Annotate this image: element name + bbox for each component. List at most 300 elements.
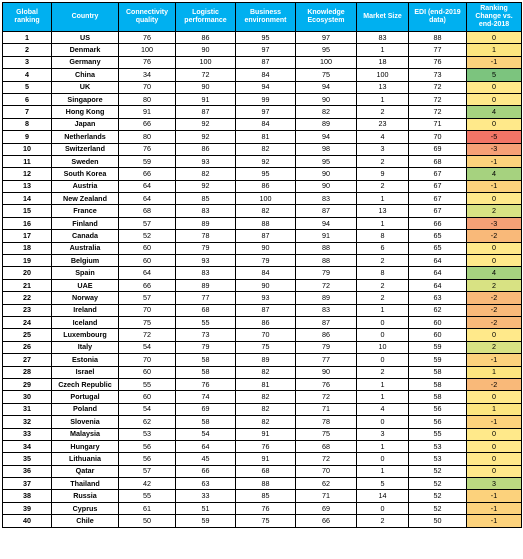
- cell-market-size: 1: [357, 440, 409, 452]
- cell-ranking-change: 0: [467, 193, 522, 205]
- cell-knowledge-ecosystem: 82: [296, 106, 357, 118]
- cell-knowledge-ecosystem: 62: [296, 478, 357, 490]
- cell-business-environment: 75: [236, 515, 296, 527]
- header-knowledge-ecosystem[interactable]: Knowledge Ecosystem: [296, 3, 357, 32]
- cell-logistic-performance: 54: [176, 428, 236, 440]
- cell-country: Japan: [52, 118, 119, 130]
- cell-connectivity-quality: 56: [119, 453, 176, 465]
- cell-edi: 52: [409, 478, 467, 490]
- cell-edi: 76: [409, 56, 467, 68]
- cell-edi: 64: [409, 279, 467, 291]
- cell-knowledge-ecosystem: 79: [296, 341, 357, 353]
- cell-business-environment: 84: [236, 69, 296, 81]
- cell-logistic-performance: 58: [176, 366, 236, 378]
- table-row: [3, 267, 522, 279]
- cell-global-ranking: 17: [3, 230, 52, 242]
- cell-business-environment: 90: [236, 279, 296, 291]
- cell-knowledge-ecosystem: 72: [296, 391, 357, 403]
- table-row: [3, 440, 522, 452]
- cell-market-size: 4: [357, 131, 409, 143]
- cell-connectivity-quality: 57: [119, 217, 176, 229]
- cell-global-ranking: 7: [3, 106, 52, 118]
- table-row: [3, 391, 522, 403]
- cell-country: Poland: [52, 403, 119, 415]
- cell-market-size: 3: [357, 143, 409, 155]
- table-row: [3, 366, 522, 378]
- cell-market-size: 5: [357, 478, 409, 490]
- cell-logistic-performance: 93: [176, 255, 236, 267]
- cell-global-ranking: 3: [3, 56, 52, 68]
- cell-knowledge-ecosystem: 95: [296, 155, 357, 167]
- cell-logistic-performance: 90: [176, 44, 236, 56]
- cell-edi: 58: [409, 366, 467, 378]
- cell-knowledge-ecosystem: 83: [296, 304, 357, 316]
- cell-business-environment: 76: [236, 502, 296, 514]
- cell-country: Switzerland: [52, 143, 119, 155]
- cell-business-environment: 91: [236, 453, 296, 465]
- cell-edi: 52: [409, 502, 467, 514]
- cell-connectivity-quality: 57: [119, 292, 176, 304]
- cell-ranking-change: -2: [467, 230, 522, 242]
- cell-country: New Zealand: [52, 193, 119, 205]
- table-row: [3, 93, 522, 105]
- cell-country: South Korea: [52, 168, 119, 180]
- cell-ranking-change: -5: [467, 131, 522, 143]
- cell-edi: 63: [409, 292, 467, 304]
- cell-edi: 65: [409, 242, 467, 254]
- cell-business-environment: 82: [236, 403, 296, 415]
- cell-global-ranking: 36: [3, 465, 52, 477]
- cell-edi: 64: [409, 255, 467, 267]
- cell-business-environment: 87: [236, 56, 296, 68]
- cell-logistic-performance: 63: [176, 478, 236, 490]
- cell-connectivity-quality: 80: [119, 93, 176, 105]
- cell-logistic-performance: 100: [176, 56, 236, 68]
- cell-logistic-performance: 76: [176, 378, 236, 390]
- cell-ranking-change: 4: [467, 106, 522, 118]
- cell-edi: 73: [409, 69, 467, 81]
- cell-ranking-change: 0: [467, 428, 522, 440]
- cell-market-size: 0: [357, 416, 409, 428]
- cell-knowledge-ecosystem: 98: [296, 143, 357, 155]
- cell-edi: 56: [409, 416, 467, 428]
- cell-market-size: 1: [357, 44, 409, 56]
- cell-business-environment: 90: [236, 242, 296, 254]
- cell-business-environment: 82: [236, 143, 296, 155]
- cell-ranking-change: -2: [467, 378, 522, 390]
- cell-ranking-change: -3: [467, 143, 522, 155]
- cell-ranking-change: 1: [467, 44, 522, 56]
- cell-business-environment: 87: [236, 230, 296, 242]
- cell-connectivity-quality: 70: [119, 354, 176, 366]
- cell-global-ranking: 25: [3, 329, 52, 341]
- cell-business-environment: 97: [236, 44, 296, 56]
- table-row: [3, 515, 522, 527]
- cell-logistic-performance: 82: [176, 168, 236, 180]
- cell-market-size: 9: [357, 168, 409, 180]
- cell-business-environment: 81: [236, 378, 296, 390]
- cell-country: Singapore: [52, 93, 119, 105]
- cell-knowledge-ecosystem: 78: [296, 416, 357, 428]
- cell-ranking-change: 0: [467, 32, 522, 44]
- cell-knowledge-ecosystem: 68: [296, 440, 357, 452]
- cell-business-environment: 88: [236, 217, 296, 229]
- table-row: [3, 316, 522, 328]
- cell-logistic-performance: 92: [176, 131, 236, 143]
- header-connectivity-quality[interactable]: Connectivity quality: [119, 3, 176, 32]
- cell-logistic-performance: 69: [176, 403, 236, 415]
- cell-logistic-performance: 58: [176, 354, 236, 366]
- table-row: [3, 490, 522, 502]
- cell-knowledge-ecosystem: 83: [296, 193, 357, 205]
- table-row: [3, 255, 522, 267]
- cell-connectivity-quality: 91: [119, 106, 176, 118]
- cell-ranking-change: -1: [467, 56, 522, 68]
- cell-edi: 55: [409, 428, 467, 440]
- cell-logistic-performance: 51: [176, 502, 236, 514]
- cell-global-ranking: 22: [3, 292, 52, 304]
- cell-connectivity-quality: 64: [119, 193, 176, 205]
- cell-market-size: 23: [357, 118, 409, 130]
- cell-market-size: 13: [357, 205, 409, 217]
- cell-edi: 60: [409, 316, 467, 328]
- cell-logistic-performance: 87: [176, 106, 236, 118]
- cell-connectivity-quality: 70: [119, 304, 176, 316]
- cell-country: UAE: [52, 279, 119, 291]
- cell-global-ranking: 21: [3, 279, 52, 291]
- cell-global-ranking: 37: [3, 478, 52, 490]
- cell-connectivity-quality: 100: [119, 44, 176, 56]
- cell-business-environment: 70: [236, 329, 296, 341]
- cell-ranking-change: 0: [467, 453, 522, 465]
- cell-global-ranking: 27: [3, 354, 52, 366]
- cell-business-environment: 82: [236, 416, 296, 428]
- cell-country: Italy: [52, 341, 119, 353]
- header-ranking-change[interactable]: Ranking Change vs. end-2018: [467, 3, 522, 32]
- cell-country: Qatar: [52, 465, 119, 477]
- cell-edi: 68: [409, 155, 467, 167]
- cell-ranking-change: -2: [467, 316, 522, 328]
- cell-country: Russia: [52, 490, 119, 502]
- cell-knowledge-ecosystem: 94: [296, 131, 357, 143]
- cell-ranking-change: -3: [467, 217, 522, 229]
- cell-ranking-change: -1: [467, 515, 522, 527]
- table-row: [3, 416, 522, 428]
- cell-knowledge-ecosystem: 71: [296, 403, 357, 415]
- cell-global-ranking: 12: [3, 168, 52, 180]
- header-global-ranking[interactable]: Global ranking: [3, 3, 52, 32]
- cell-market-size: 0: [357, 453, 409, 465]
- cell-country: Sweden: [52, 155, 119, 167]
- cell-edi: 59: [409, 341, 467, 353]
- cell-knowledge-ecosystem: 66: [296, 515, 357, 527]
- cell-country: France: [52, 205, 119, 217]
- cell-edi: 60: [409, 329, 467, 341]
- cell-connectivity-quality: 70: [119, 81, 176, 93]
- cell-knowledge-ecosystem: 87: [296, 316, 357, 328]
- table-row: [3, 230, 522, 242]
- cell-market-size: 2: [357, 292, 409, 304]
- cell-country: Israel: [52, 366, 119, 378]
- cell-business-environment: 91: [236, 428, 296, 440]
- cell-connectivity-quality: 64: [119, 180, 176, 192]
- header-logistic-performance[interactable]: Logistic performance: [176, 3, 236, 32]
- cell-country: Finland: [52, 217, 119, 229]
- cell-connectivity-quality: 53: [119, 428, 176, 440]
- cell-connectivity-quality: 62: [119, 416, 176, 428]
- cell-connectivity-quality: 68: [119, 205, 176, 217]
- table-row: [3, 217, 522, 229]
- cell-connectivity-quality: 60: [119, 391, 176, 403]
- table-row: [3, 168, 522, 180]
- cell-ranking-change: 0: [467, 242, 522, 254]
- cell-edi: 64: [409, 267, 467, 279]
- cell-market-size: 3: [357, 428, 409, 440]
- header-country[interactable]: Country: [52, 3, 119, 32]
- cell-connectivity-quality: 55: [119, 490, 176, 502]
- cell-country: Australia: [52, 242, 119, 254]
- header-row: [3, 3, 522, 32]
- cell-edi: 67: [409, 168, 467, 180]
- cell-global-ranking: 24: [3, 316, 52, 328]
- cell-business-environment: 76: [236, 440, 296, 452]
- cell-edi: 72: [409, 106, 467, 118]
- cell-connectivity-quality: 56: [119, 440, 176, 452]
- cell-knowledge-ecosystem: 89: [296, 118, 357, 130]
- cell-connectivity-quality: 76: [119, 143, 176, 155]
- table-row: [3, 279, 522, 291]
- cell-market-size: 0: [357, 329, 409, 341]
- cell-connectivity-quality: 59: [119, 155, 176, 167]
- cell-ranking-change: 0: [467, 329, 522, 341]
- cell-country: Netherlands: [52, 131, 119, 143]
- cell-edi: 67: [409, 180, 467, 192]
- cell-knowledge-ecosystem: 72: [296, 453, 357, 465]
- cell-logistic-performance: 58: [176, 416, 236, 428]
- cell-logistic-performance: 89: [176, 217, 236, 229]
- cell-knowledge-ecosystem: 87: [296, 205, 357, 217]
- cell-edi: 56: [409, 403, 467, 415]
- cell-business-environment: 92: [236, 155, 296, 167]
- cell-ranking-change: 2: [467, 341, 522, 353]
- cell-connectivity-quality: 66: [119, 118, 176, 130]
- cell-country: Chile: [52, 515, 119, 527]
- cell-business-environment: 99: [236, 93, 296, 105]
- cell-knowledge-ecosystem: 77: [296, 354, 357, 366]
- cell-connectivity-quality: 34: [119, 69, 176, 81]
- cell-ranking-change: 0: [467, 255, 522, 267]
- cell-logistic-performance: 86: [176, 143, 236, 155]
- cell-logistic-performance: 85: [176, 193, 236, 205]
- cell-logistic-performance: 79: [176, 242, 236, 254]
- cell-logistic-performance: 78: [176, 230, 236, 242]
- cell-logistic-performance: 92: [176, 180, 236, 192]
- ranking-table-container: [2, 2, 522, 528]
- cell-ranking-change: 0: [467, 465, 522, 477]
- cell-market-size: 1: [357, 378, 409, 390]
- cell-edi: 72: [409, 93, 467, 105]
- cell-business-environment: 85: [236, 490, 296, 502]
- cell-knowledge-ecosystem: 90: [296, 366, 357, 378]
- cell-market-size: 0: [357, 502, 409, 514]
- cell-market-size: 2: [357, 255, 409, 267]
- cell-ranking-change: 0: [467, 93, 522, 105]
- cell-connectivity-quality: 60: [119, 255, 176, 267]
- cell-edi: 58: [409, 378, 467, 390]
- cell-global-ranking: 28: [3, 366, 52, 378]
- cell-global-ranking: 16: [3, 217, 52, 229]
- cell-connectivity-quality: 76: [119, 32, 176, 44]
- table-row: [3, 478, 522, 490]
- table-row: [3, 242, 522, 254]
- cell-knowledge-ecosystem: 94: [296, 81, 357, 93]
- cell-logistic-performance: 83: [176, 205, 236, 217]
- cell-global-ranking: 19: [3, 255, 52, 267]
- cell-country: Spain: [52, 267, 119, 279]
- cell-global-ranking: 6: [3, 93, 52, 105]
- table-row: [3, 69, 522, 81]
- cell-country: Canada: [52, 230, 119, 242]
- cell-country: China: [52, 69, 119, 81]
- cell-edi: 66: [409, 217, 467, 229]
- cell-knowledge-ecosystem: 71: [296, 490, 357, 502]
- cell-ranking-change: -2: [467, 304, 522, 316]
- cell-knowledge-ecosystem: 94: [296, 217, 357, 229]
- cell-business-environment: 95: [236, 168, 296, 180]
- cell-knowledge-ecosystem: 90: [296, 168, 357, 180]
- cell-knowledge-ecosystem: 76: [296, 378, 357, 390]
- cell-logistic-performance: 33: [176, 490, 236, 502]
- cell-logistic-performance: 59: [176, 515, 236, 527]
- cell-global-ranking: 35: [3, 453, 52, 465]
- cell-market-size: 0: [357, 316, 409, 328]
- cell-knowledge-ecosystem: 90: [296, 180, 357, 192]
- cell-business-environment: 82: [236, 366, 296, 378]
- cell-country: Portugal: [52, 391, 119, 403]
- cell-market-size: 6: [357, 242, 409, 254]
- cell-business-environment: 79: [236, 255, 296, 267]
- cell-logistic-performance: 64: [176, 440, 236, 452]
- cell-logistic-performance: 74: [176, 391, 236, 403]
- cell-market-size: 100: [357, 69, 409, 81]
- header-edi[interactable]: EDI (end-2019 data): [409, 3, 467, 32]
- cell-knowledge-ecosystem: 69: [296, 502, 357, 514]
- cell-market-size: 1: [357, 304, 409, 316]
- table-row: [3, 304, 522, 316]
- cell-global-ranking: 5: [3, 81, 52, 93]
- cell-knowledge-ecosystem: 91: [296, 230, 357, 242]
- cell-market-size: 2: [357, 106, 409, 118]
- cell-logistic-performance: 79: [176, 341, 236, 353]
- cell-global-ranking: 20: [3, 267, 52, 279]
- cell-logistic-performance: 90: [176, 81, 236, 93]
- cell-global-ranking: 9: [3, 131, 52, 143]
- table-row: [3, 118, 522, 130]
- cell-country: Luxembourg: [52, 329, 119, 341]
- cell-logistic-performance: 66: [176, 465, 236, 477]
- cell-business-environment: 89: [236, 354, 296, 366]
- cell-country: Hungary: [52, 440, 119, 452]
- cell-market-size: 2: [357, 366, 409, 378]
- cell-knowledge-ecosystem: 97: [296, 32, 357, 44]
- cell-ranking-change: -1: [467, 490, 522, 502]
- cell-global-ranking: 26: [3, 341, 52, 353]
- cell-country: Malaysia: [52, 428, 119, 440]
- cell-market-size: 4: [357, 403, 409, 415]
- table-row: [3, 465, 522, 477]
- cell-business-environment: 93: [236, 292, 296, 304]
- cell-connectivity-quality: 75: [119, 316, 176, 328]
- cell-market-size: 14: [357, 490, 409, 502]
- table-row: [3, 205, 522, 217]
- cell-ranking-change: 2: [467, 205, 522, 217]
- cell-global-ranking: 39: [3, 502, 52, 514]
- cell-business-environment: 95: [236, 32, 296, 44]
- cell-country: Estonia: [52, 354, 119, 366]
- cell-business-environment: 97: [236, 106, 296, 118]
- cell-logistic-performance: 72: [176, 69, 236, 81]
- cell-country: Austria: [52, 180, 119, 192]
- cell-business-environment: 88: [236, 478, 296, 490]
- table-row: [3, 32, 522, 44]
- cell-global-ranking: 34: [3, 440, 52, 452]
- table-row: [3, 56, 522, 68]
- cell-knowledge-ecosystem: 75: [296, 69, 357, 81]
- table-row: [3, 131, 522, 143]
- cell-edi: 53: [409, 440, 467, 452]
- cell-business-environment: 100: [236, 193, 296, 205]
- cell-knowledge-ecosystem: 70: [296, 465, 357, 477]
- cell-market-size: 1: [357, 193, 409, 205]
- table-row: [3, 180, 522, 192]
- cell-logistic-performance: 68: [176, 304, 236, 316]
- cell-country: Belgium: [52, 255, 119, 267]
- cell-market-size: 18: [357, 56, 409, 68]
- cell-country: Cyprus: [52, 502, 119, 514]
- cell-connectivity-quality: 55: [119, 378, 176, 390]
- cell-country: Slovenia: [52, 416, 119, 428]
- cell-edi: 52: [409, 465, 467, 477]
- cell-global-ranking: 11: [3, 155, 52, 167]
- cell-market-size: 2: [357, 279, 409, 291]
- cell-global-ranking: 2: [3, 44, 52, 56]
- cell-country: Norway: [52, 292, 119, 304]
- cell-knowledge-ecosystem: 100: [296, 56, 357, 68]
- cell-ranking-change: 5: [467, 69, 522, 81]
- cell-logistic-performance: 45: [176, 453, 236, 465]
- header-market-size[interactable]: Market Size: [357, 3, 409, 32]
- cell-knowledge-ecosystem: 90: [296, 93, 357, 105]
- cell-logistic-performance: 77: [176, 292, 236, 304]
- cell-business-environment: 75: [236, 341, 296, 353]
- cell-global-ranking: 30: [3, 391, 52, 403]
- cell-market-size: 0: [357, 354, 409, 366]
- cell-country: Iceland: [52, 316, 119, 328]
- header-business-environment[interactable]: Business environment: [236, 3, 296, 32]
- table-row: [3, 44, 522, 56]
- cell-connectivity-quality: 80: [119, 131, 176, 143]
- cell-business-environment: 68: [236, 465, 296, 477]
- cell-country: Lithuania: [52, 453, 119, 465]
- cell-business-environment: 84: [236, 267, 296, 279]
- edi-ranking-table: [2, 2, 522, 528]
- cell-ranking-change: 0: [467, 118, 522, 130]
- cell-market-size: 2: [357, 155, 409, 167]
- table-row: [3, 106, 522, 118]
- cell-ranking-change: 0: [467, 440, 522, 452]
- cell-business-environment: 81: [236, 131, 296, 143]
- cell-global-ranking: 31: [3, 403, 52, 415]
